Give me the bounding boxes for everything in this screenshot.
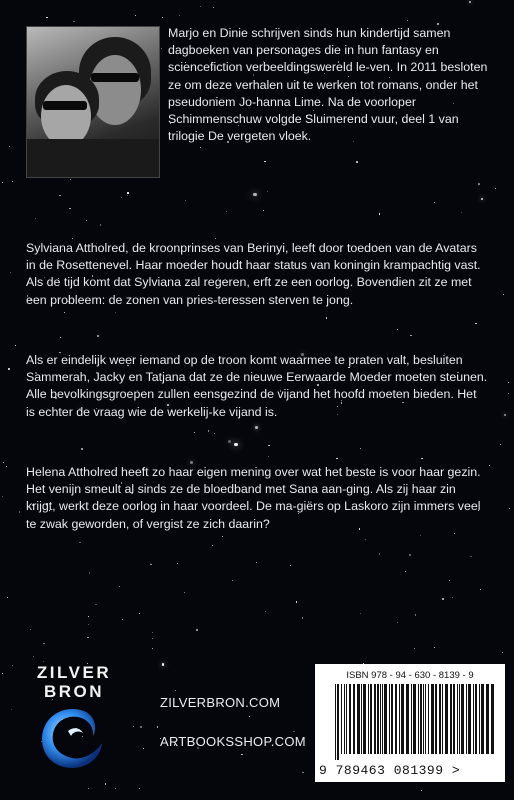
isbn-label: ISBN 978 - 94 - 630 - 8139 - 9 — [346, 670, 474, 681]
publisher-swirl-logo-icon — [38, 705, 108, 771]
author-photo — [26, 26, 160, 178]
isbn-barcode — [315, 664, 505, 782]
blurb-paragraph-1: Sylviana Attholred, de kroonprinses van Berinyi, leeft door toedoen van de Avatars in de Rosettenevel. Haar moeder houdt haar status van koningin krampachtig vast. Als de tijd komt dat Sylviana zal regeren, erft ze een oorlog. Bovendien zit ze met een probleem: de zonen van pries-teressen sterven te jong. — [26, 241, 481, 307]
blurb-paragraph-3: Helena Attholred heeft zo haar eigen mening over wat het beste is voor haar gezin. Het venijn smeult al sinds ze de bloedband met Sana aan-ging. Als zij haar zin krijgt, werkt deze oorlog in haar voordeel. De ma-giërs op Laskoro zijn immers veel te zwak geworden, of vergist ze zich daarin? — [26, 465, 481, 531]
website-link-zilverbron[interactable]: ZILVERBRON.COM — [160, 695, 281, 710]
publisher-logo-text — [28, 663, 120, 701]
logo-line-1: ZILVER — [36, 663, 112, 682]
barcode-bars — [335, 684, 497, 760]
logo-line-2: BRON — [43, 682, 105, 701]
barcode-digits: 9 789463 081399 > — [319, 763, 461, 778]
author-bio: Marjo en Dinie schrijven sinds hun kindertijd samen dagboeken van personages die in hun fantasy en sciencefiction verbeeldingswereld le-ven. In 2011 besloten ze om deze verhalen uit te werken tot romans, onder het pseudoniem Jo-hanna Lime. Na de voorloper Schimmenschuw volgde Sluimerend vuur, deel 1 van trilogie De vergeten vloek. — [168, 26, 488, 144]
blurb-paragraph-2: Als er eindelijk weer iemand op de troon komt waarmee te praten valt, besluiten Sammerah, Jacky en Tatjana dat ze de nieuwe Eerwaarde Moeder moeten steunen. Alle bevolkingsgroepen zullen eensgezind de vijand het hoofd moeten bieden. Het is echter de vraag wie de werkelij-ke vijand is. — [26, 353, 488, 419]
website-link-artbooksshop[interactable]: ARTBOOKSSHOP.COM — [160, 734, 306, 749]
